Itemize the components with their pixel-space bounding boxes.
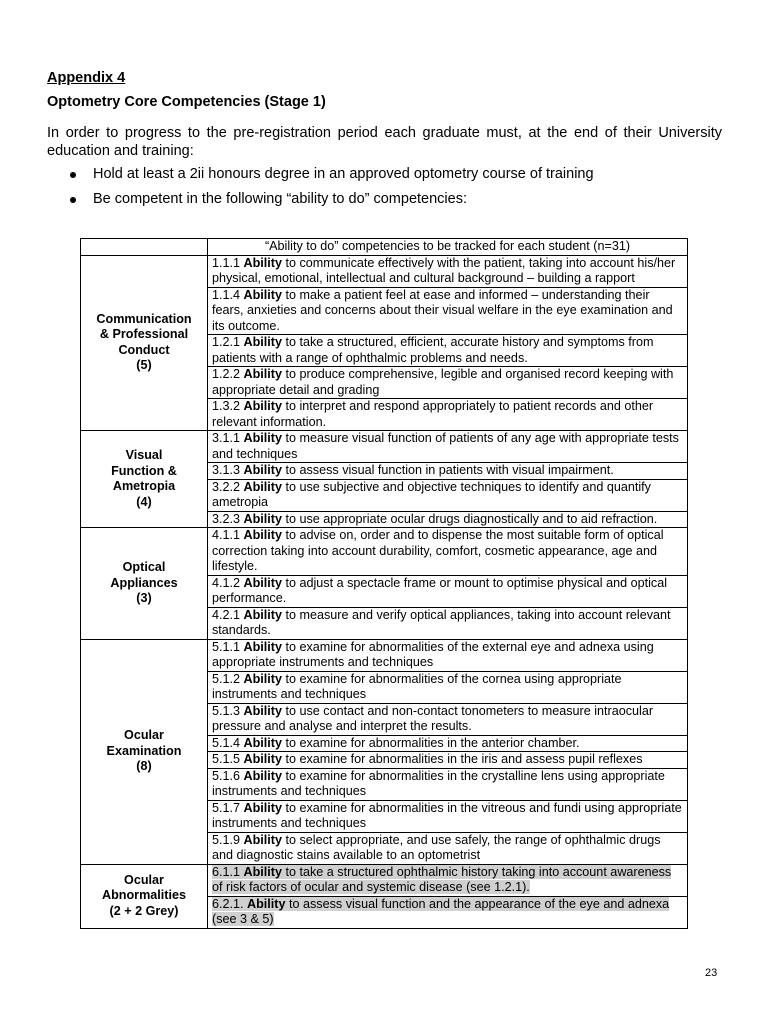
category-label-line: (2 + 2 Grey) bbox=[109, 903, 179, 918]
competency-keyword: Ability bbox=[243, 752, 282, 766]
competency-cell bbox=[208, 703, 688, 735]
table-row bbox=[81, 864, 688, 896]
competency-description: to measure and verify optical appliances, taking into account relevant standards. bbox=[212, 607, 671, 637]
competency-keyword: Ability bbox=[243, 639, 282, 654]
competency-description: to use subjective and objective techniques to identify and quantify ametropia bbox=[212, 479, 651, 509]
competency-description: to adjust a spectacle frame or mount to optimise physical and optical performance. bbox=[212, 575, 668, 605]
competency-description: to examine for abnormalities in the vitreous and fundi using appropriate instruments and techniques bbox=[212, 800, 682, 830]
competency-keyword: Ability bbox=[243, 255, 282, 270]
competency-cell bbox=[208, 431, 688, 463]
competency-cell bbox=[208, 367, 688, 399]
competency-cell bbox=[208, 735, 688, 752]
competency-keyword: Ability bbox=[243, 832, 282, 847]
competency-cell bbox=[208, 399, 688, 431]
category-label-line: Examination bbox=[106, 743, 182, 758]
competency-text bbox=[212, 256, 675, 286]
competency-code: 3.1.3 bbox=[212, 463, 241, 477]
category-label-line: (4) bbox=[136, 494, 152, 509]
competency-text bbox=[212, 769, 665, 799]
competency-cell bbox=[208, 639, 688, 671]
competency-code: 3.2.3 bbox=[212, 511, 241, 526]
competency-text bbox=[212, 736, 580, 750]
competency-cell bbox=[208, 479, 688, 511]
list-item bbox=[70, 191, 594, 216]
competency-code: 6.1.1 bbox=[212, 864, 241, 879]
competency-description: to communicate effectively with the patient, taking into account his/her physical, emotional, intellectual and cultural background – building a rapport bbox=[212, 255, 676, 285]
competency-description: to take a structured, efficient, accurate history and symptoms from patients with a range of ophthalmic problems and needs. bbox=[212, 335, 654, 365]
competency-text bbox=[212, 672, 622, 702]
competency-keyword: Ability bbox=[243, 607, 282, 622]
category-cell bbox=[81, 864, 208, 928]
competency-code: 5.1.1 bbox=[212, 639, 241, 654]
category-cell bbox=[81, 431, 208, 528]
competency-description: to use contact and non-contact tonometers to measure intraocular pressure and analyse and interpret the results. bbox=[212, 703, 654, 733]
table-row bbox=[81, 431, 688, 463]
competency-cell bbox=[208, 255, 688, 287]
competency-text bbox=[212, 431, 679, 461]
competency-cell bbox=[208, 575, 688, 607]
competency-cell bbox=[208, 511, 688, 528]
category-label-line: Conduct bbox=[118, 342, 170, 357]
competency-keyword: Ability bbox=[243, 367, 282, 381]
competency-description: to examine for abnormalities in the crystalline lens using appropriate instruments and techniques bbox=[212, 768, 665, 798]
competency-text bbox=[212, 335, 653, 365]
competency-keyword: Ability bbox=[243, 800, 282, 815]
category-label-line: (3) bbox=[136, 591, 152, 605]
category-label-line: Abnormalities bbox=[102, 888, 186, 903]
category-label-line: Optical bbox=[122, 560, 166, 574]
competency-text bbox=[212, 640, 654, 670]
competency-text bbox=[212, 463, 614, 477]
competency-description: to measure visual function of patients of any age with appropriate tests and techniques bbox=[212, 431, 679, 461]
competency-description: to select appropriate, and use safely, the range of ophthalmic drugs and diagnostic stains available to an optometrist bbox=[212, 832, 661, 862]
competency-text bbox=[212, 608, 671, 638]
category-label-line: Ocular bbox=[124, 728, 164, 743]
category-label-line: Ocular bbox=[124, 872, 164, 887]
competency-description: to produce comprehensive, legible and organised record keeping with appropriate detail and grading bbox=[212, 367, 674, 397]
competencies-table bbox=[80, 238, 688, 929]
competency-code: 1.1.1 bbox=[212, 255, 241, 270]
competency-cell bbox=[208, 528, 688, 576]
competency-cell bbox=[208, 287, 688, 335]
list-item bbox=[70, 166, 594, 191]
competency-text bbox=[212, 801, 682, 831]
competency-text bbox=[212, 512, 657, 526]
competency-code: 5.1.4 bbox=[212, 735, 241, 750]
competency-keyword: Ability bbox=[243, 735, 282, 750]
list-item-text: Be competent in the following “ability to do” competencies: bbox=[93, 191, 467, 207]
table-row bbox=[81, 255, 688, 287]
page-title: Optometry Core Competencies (Stage 1) bbox=[47, 94, 326, 110]
competency-text bbox=[212, 288, 673, 333]
competency-description: to advise on, order and to dispense the most suitable form of optical correction taking into account durability, comfort, cosmetic appearance, age and lifestyle. bbox=[212, 528, 664, 573]
competency-text bbox=[212, 865, 671, 895]
category-label-line: Appliances bbox=[110, 575, 178, 590]
competency-keyword: Ability bbox=[243, 335, 282, 349]
competency-code: 3.2.2 bbox=[212, 479, 241, 494]
competency-cell bbox=[208, 832, 688, 864]
competency-keyword: Ability bbox=[243, 431, 282, 445]
competency-code: 4.1.1 bbox=[212, 528, 241, 542]
competency-code: 5.1.3 bbox=[212, 703, 241, 718]
competency-cell bbox=[208, 463, 688, 480]
bullet-icon bbox=[70, 197, 76, 203]
competency-description: to use appropriate ocular drugs diagnostically and to aid refraction. bbox=[282, 511, 658, 526]
competency-text bbox=[212, 367, 673, 397]
competency-code: 3.1.1 bbox=[212, 431, 241, 445]
competency-description: to examine for abnormalities in the iris and assess pupil reflexes bbox=[282, 752, 643, 766]
category-label-line: Visual bbox=[125, 448, 163, 462]
competency-text bbox=[212, 704, 653, 734]
competency-keyword: Ability bbox=[243, 671, 282, 686]
competency-keyword: Ability bbox=[243, 399, 282, 413]
competency-text bbox=[212, 528, 664, 573]
competency-description: to assess visual function and the appearance of the eye and adnexa (see 3 & 5) bbox=[212, 896, 670, 926]
category-cell bbox=[81, 255, 208, 431]
table-row bbox=[81, 639, 688, 671]
competency-code: 1.2.1 bbox=[212, 335, 241, 349]
competency-keyword: Ability bbox=[247, 896, 286, 911]
table-header: “Ability to do” competencies to be tracked for each student (n=31) bbox=[208, 239, 688, 256]
category-label-line: Ametropia bbox=[112, 479, 176, 493]
competency-keyword: Ability bbox=[243, 528, 282, 542]
competency-cell bbox=[208, 896, 688, 928]
competency-keyword: Ability bbox=[243, 511, 282, 526]
competency-description: to examine for abnormalities of the external eye and adnexa using appropriate instruments and techniques bbox=[212, 639, 654, 669]
competency-cell bbox=[208, 864, 688, 896]
competency-text bbox=[212, 752, 643, 766]
competency-code: 5.1.5 bbox=[212, 752, 241, 766]
competency-cell bbox=[208, 335, 688, 367]
category-label-line: (8) bbox=[136, 759, 152, 774]
competency-keyword: Ability bbox=[243, 575, 282, 590]
competency-keyword: Ability bbox=[243, 768, 282, 783]
category-label-line: Function & bbox=[111, 463, 177, 478]
competency-code: 4.1.2 bbox=[212, 575, 241, 590]
competency-keyword: Ability bbox=[243, 463, 282, 477]
competency-text bbox=[212, 576, 667, 606]
category-label-line: & Professional bbox=[99, 327, 189, 342]
requirements-list bbox=[70, 166, 594, 216]
competency-code: 4.2.1 bbox=[212, 607, 241, 622]
competency-cell bbox=[208, 607, 688, 639]
competency-code: 1.3.2 bbox=[212, 399, 241, 413]
competency-code: 5.1.7 bbox=[212, 800, 241, 815]
page-number: 23 bbox=[705, 967, 718, 979]
table-header-row bbox=[81, 239, 688, 256]
competency-keyword: Ability bbox=[243, 864, 282, 879]
table-row bbox=[81, 528, 688, 576]
competency-keyword: Ability bbox=[243, 703, 282, 718]
competency-text bbox=[212, 897, 669, 927]
competency-keyword: Ability bbox=[243, 287, 282, 302]
appendix-label: Appendix 4 bbox=[47, 70, 126, 86]
competency-description: to examine for abnormalities in the anterior chamber. bbox=[282, 735, 580, 750]
competency-description: to interpret and respond appropriately to patient records and other relevant information. bbox=[212, 399, 654, 429]
category-cell bbox=[81, 639, 208, 864]
competency-text bbox=[212, 833, 661, 863]
competency-code: 5.1.6 bbox=[212, 768, 241, 783]
bullet-icon bbox=[70, 172, 76, 178]
competency-text bbox=[212, 399, 653, 429]
competency-text bbox=[212, 480, 651, 510]
category-label-line: (5) bbox=[136, 358, 152, 373]
competency-code: 1.1.4 bbox=[212, 287, 241, 302]
list-item-text: Hold at least a 2ii honours degree in an approved optometry course of training bbox=[93, 166, 594, 182]
category-label-line: Communication bbox=[96, 311, 192, 326]
competency-cell bbox=[208, 800, 688, 832]
competency-code: 1.2.2 bbox=[212, 367, 241, 381]
competency-description: to make a patient feel at ease and informed – understanding their fears, anxieties and concerns about their visual welfare in the eye examination and its outcome. bbox=[212, 287, 673, 333]
competency-code: 5.1.9 bbox=[212, 832, 241, 847]
competency-description: to assess visual function in patients with visual impairment. bbox=[282, 463, 614, 477]
competency-cell bbox=[208, 671, 688, 703]
competency-description: to take a structured ophthalmic history taking into account awareness of risk factors of ocular and systemic disease (see 1.2.1). bbox=[212, 864, 672, 894]
competency-cell bbox=[208, 752, 688, 769]
competency-keyword: Ability bbox=[243, 479, 282, 494]
competency-code: 6.2.1. bbox=[212, 896, 244, 911]
competency-description: to examine for abnormalities of the cornea using appropriate instruments and techniques bbox=[212, 671, 622, 701]
competency-cell bbox=[208, 768, 688, 800]
category-cell bbox=[81, 528, 208, 640]
header-blank-cell bbox=[81, 239, 208, 256]
competency-code: 5.1.2 bbox=[212, 671, 241, 686]
intro-paragraph: In order to progress to the pre-registration period each graduate must, at the end of their University education and training: bbox=[47, 125, 722, 159]
